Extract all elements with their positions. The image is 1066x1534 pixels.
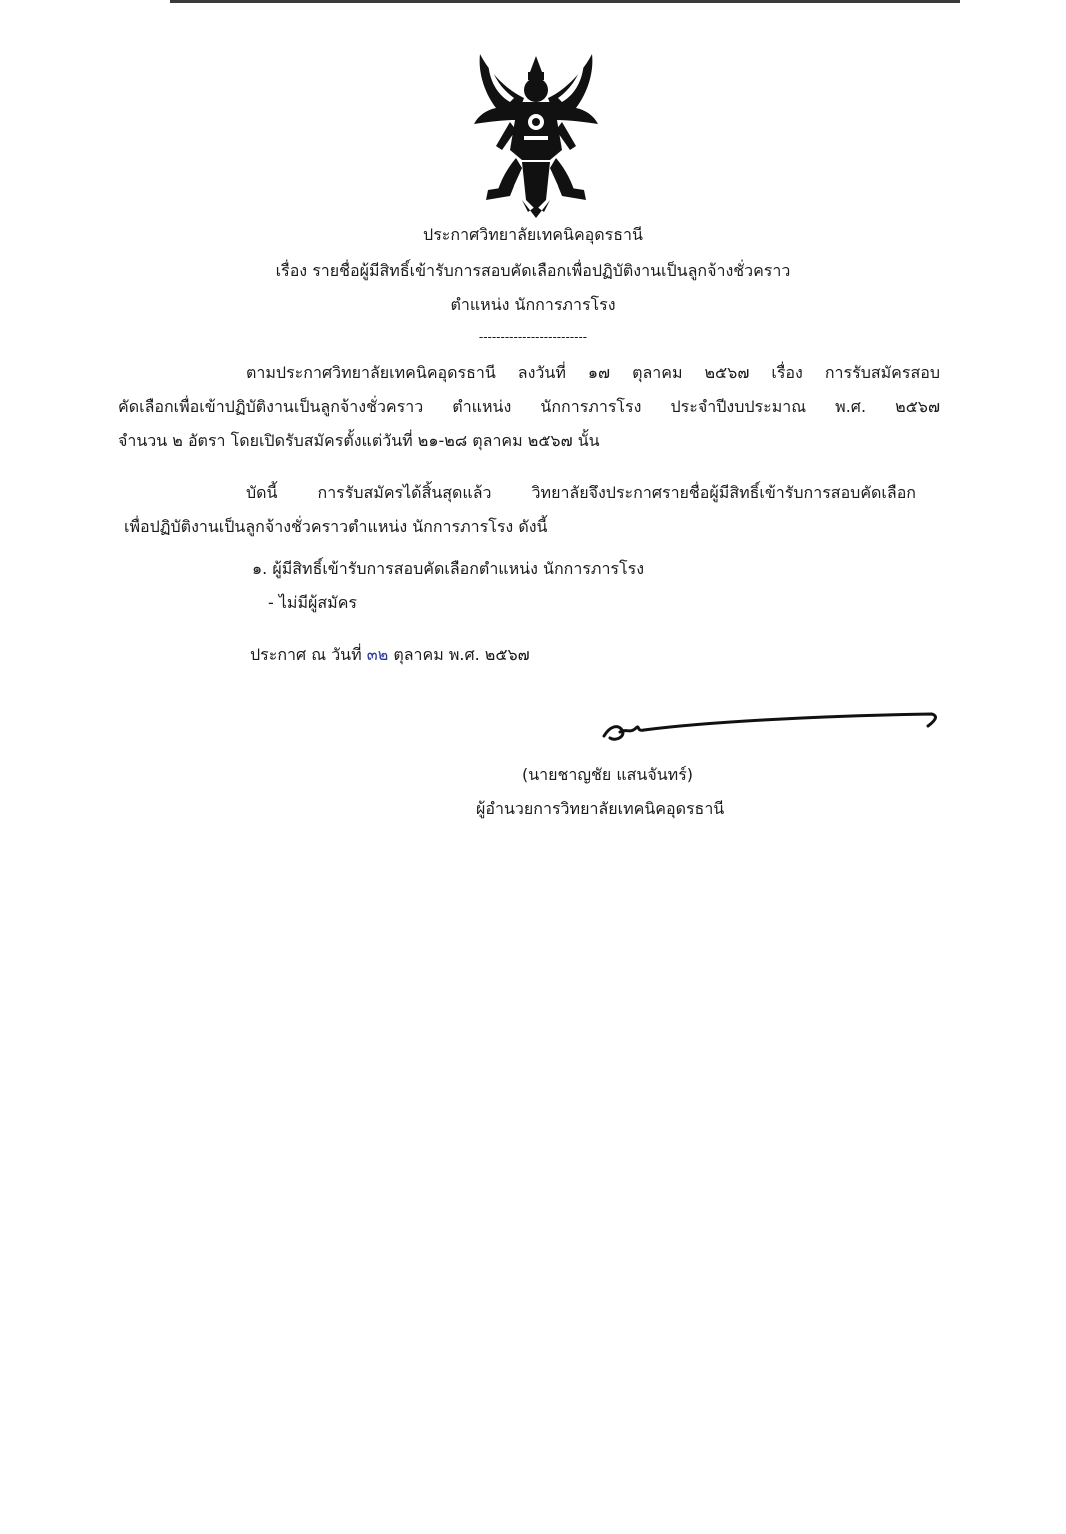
signer-name: (นายชาญชัย แสนจันทร์) <box>522 765 694 784</box>
paragraph2-line1: บัดนี้ การรับสมัครได้สิ้นสุดแล้ว วิทยาลัยจึงประกาศรายชื่อผู้มีสิทธิ์เข้ารับการสอบคัดเลือก <box>246 483 916 502</box>
announcement-date <box>250 644 530 666</box>
paragraph1-line1: ตามประกาศวิทยาลัยเทคนิคอุดรธานี ลงวันที่ ๑๗ ตุลาคม ๒๕๖๗ เรื่อง การรับสมัครสอบ <box>246 363 940 382</box>
paragraph1-line3: จำนวน ๒ อัตรา โดยเปิดรับสมัครตั้งแต่วันที่ ๒๑-๒๘ ตุลาคม ๒๕๖๗ นั้น <box>118 431 600 450</box>
position-line: ตำแหน่ง นักการภารโรง <box>450 295 616 314</box>
institution-title: ประกาศวิทยาลัยเทคนิคอุดรธานี <box>423 225 643 244</box>
list-item-1: ๑. ผู้มีสิทธิ์เข้ารับการสอบคัดเลือกตำแหน่ง นักการภารโรง <box>252 559 645 578</box>
header-divider: ------------------------- <box>478 330 588 344</box>
subject-line: เรื่อง รายชื่อผู้มีสิทธิ์เข้ารับการสอบคัดเลือกเพื่อปฏิบัติงานเป็นลูกจ้างชั่วคราว <box>275 261 791 280</box>
paragraph1-line2: คัดเลือกเพื่อเข้าปฏิบัติงานเป็นลูกจ้างชั่วคราว ตำแหน่ง นักการภารโรง ประจำปีงบประมาณ พ.ศ. ๒๕๖๗ <box>118 397 940 416</box>
garuda-emblem-icon <box>466 50 606 218</box>
list-item-1-sub: - ไม่มีผู้สมัคร <box>268 593 357 612</box>
announcement-day: ๓๒ <box>366 645 389 664</box>
announcement-prefix: ประกาศ ณ วันที่ <box>250 645 362 664</box>
paragraph2-line2: เพื่อปฏิบัติงานเป็นลูกจ้างชั่วคราวตำแหน่ง นักการภารโรง ดังนี้ <box>124 517 548 536</box>
signer-title: ผู้อำนวยการวิทยาลัยเทคนิคอุดรธานี <box>476 799 725 818</box>
announcement-suffix: ตุลาคม พ.ศ. ๒๕๖๗ <box>393 645 530 664</box>
handwritten-signature <box>596 702 946 752</box>
